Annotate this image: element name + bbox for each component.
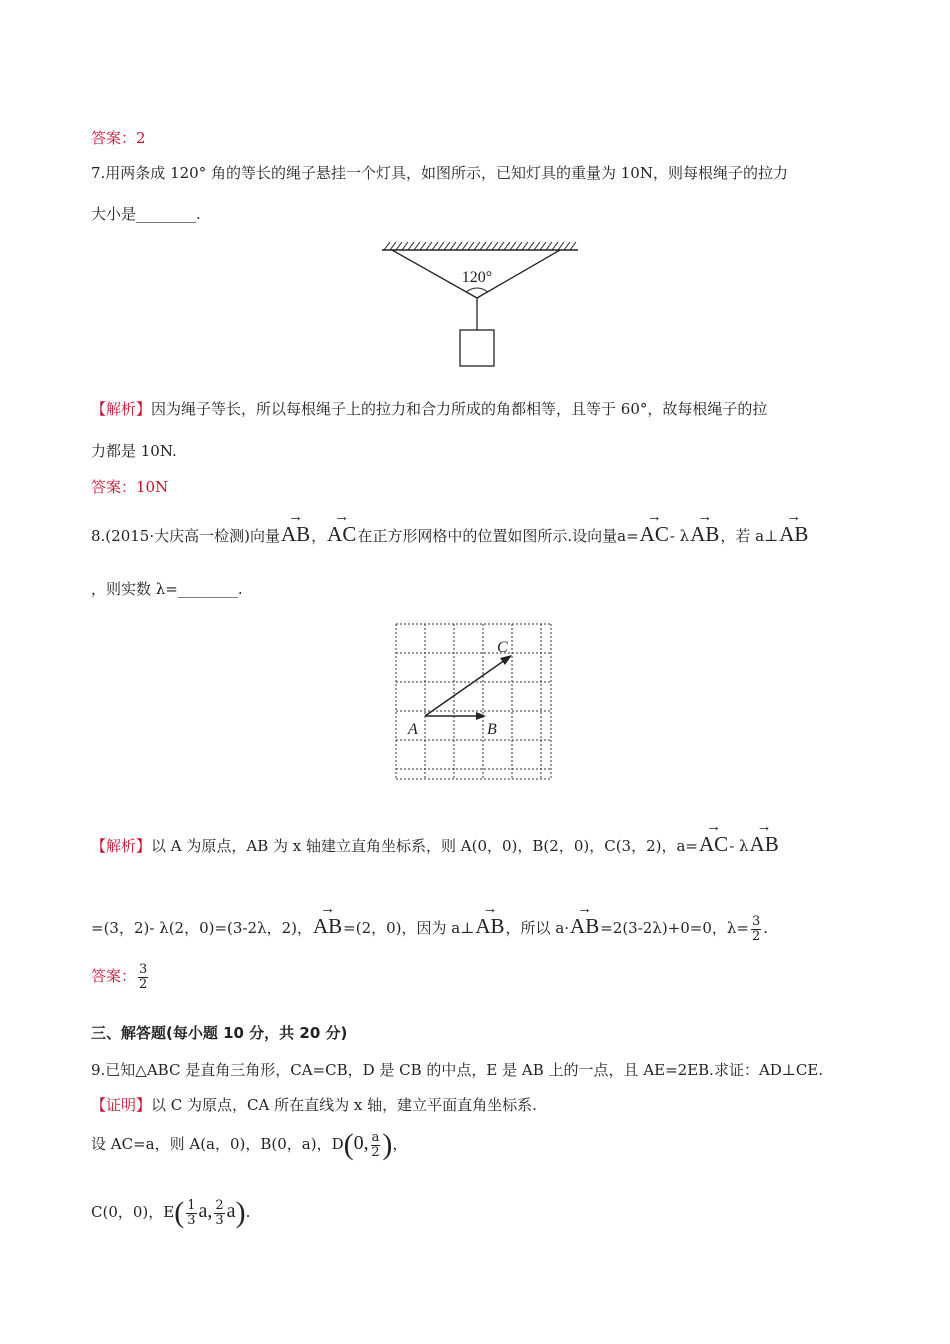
point-c-label: C: [497, 639, 508, 656]
proof-text: 以 C 为原点，CA 所在直线为 x 轴，建立平面直角坐标系.: [151, 1096, 537, 1114]
q9-line-set: 设 AC=a，则 A(a，0)，B(0，a)，D(0, $\frac{a}{2}$ )，: [91, 1128, 408, 1161]
a-eq: a=: [676, 837, 698, 855]
analysis-tag: 【解析】: [91, 400, 152, 418]
e-a2: a: [226, 1200, 236, 1222]
q9-line-c: C(0，0)，E( $\frac{1}{3}$ a, $\frac{2}{3}$ a).: [91, 1196, 251, 1229]
vector-ac: → AC: [699, 819, 729, 856]
analysis-l2d: =2(3-2λ)+0=0，λ=: [600, 919, 749, 937]
vector-ab: → AB: [312, 901, 343, 938]
vector-ac-arrow: [425, 660, 505, 716]
point-b-label: B: [487, 721, 497, 738]
analysis-l2b: =(2，0)，因为 a⊥: [343, 919, 475, 937]
proof-tag: 【证明】: [91, 1096, 152, 1114]
q7-line2: 大小是________.: [91, 205, 201, 223]
vector-ab: → AB: [690, 509, 720, 546]
answer-label: 答案：: [91, 967, 137, 986]
q7-answer: [91, 476, 168, 497]
q8-prefix: 8.(2015·大庆高一检测)向量: [91, 527, 280, 545]
answer-value: 2: [136, 129, 146, 147]
d-tail: ，: [392, 1135, 408, 1153]
analysis-l2a: =(3，2)- λ(2，0)=(3-2λ，2)，: [91, 919, 312, 937]
vector-ab: → AB: [749, 819, 779, 856]
q8-analysis-line1: [91, 819, 780, 856]
period: .: [763, 919, 769, 937]
analysis-text: 因为绳子等长，所以每根绳子上的拉力和合力所成的角都相等，且等于 60°，故每根绳子的拉: [151, 400, 768, 418]
analysis-text: 以 A 为原点，AB 为 x 轴建立直角坐标系，则 A(0，0)，B(2，0)，C(3，2)，: [151, 837, 677, 855]
q7-line1: 7.用两条成 120° 角的等长的绳子悬挂一个灯具，如图所示，已知灯具的重量为 10N，则每根绳子的拉力: [91, 164, 788, 182]
e-fraction-2: $\frac{2}{3}$: [215, 1197, 224, 1228]
analysis-l2c: ，所以 a·: [505, 919, 570, 937]
q8-mid: 在正方形网格中的位置如图所示.设向量: [357, 527, 618, 545]
c-text: C(0，0)，E: [91, 1203, 175, 1221]
vector-ab: → AB: [280, 509, 311, 546]
answer-label: 答案：: [91, 129, 137, 147]
q9-proof-line1: [91, 1094, 537, 1115]
e-a1: a,: [198, 1200, 213, 1222]
vector-ac: → AC: [327, 509, 357, 546]
answer-fraction: $\frac{3}{2}$: [139, 962, 148, 992]
d-zero: 0,: [353, 1132, 369, 1154]
analysis-tag: 【解析】: [91, 837, 152, 855]
q8-answer: [91, 963, 150, 991]
minus-lambda: - λ: [729, 837, 749, 855]
grid-figure: [392, 620, 556, 784]
d-fraction: $\frac{a}{2}$: [371, 1129, 380, 1160]
q6-answer: [91, 127, 146, 148]
minus-lambda: - λ: [669, 527, 690, 545]
vector-ab: → AB: [570, 901, 600, 938]
e-tail: .: [245, 1203, 251, 1221]
point-a-label: A: [408, 721, 418, 738]
vector-ab: → AB: [475, 901, 505, 938]
section-title: 三、解答题(每小题 10 分，共 20 分): [91, 1024, 348, 1042]
vector-ab: → AB: [779, 509, 809, 546]
q8-line2: ，则实数 λ=________.: [91, 580, 243, 598]
set-text: 设 AC=a，则 A(a，0)，B(0，a)，D: [91, 1135, 344, 1153]
e-fraction-1: $\frac{1}{3}$: [187, 1197, 196, 1228]
vector-ac: → AC: [639, 509, 669, 546]
lamp-figure: [380, 238, 580, 370]
comma: ，: [311, 527, 327, 545]
if-text: ，若 a⊥: [720, 527, 779, 545]
q7-analysis-line1: [91, 398, 767, 419]
angle-label: 120°: [461, 269, 493, 286]
answer-value: 10N: [136, 478, 169, 496]
fraction: $\frac{3}{2}$: [752, 913, 761, 944]
q7-analysis-line2: 力都是 10N.: [91, 442, 177, 460]
q9-line1: 9.已知△ABC 是直角三角形，CA=CB，D 是 CB 的中点，E 是 AB 上的一点，且 AE=2EB.求证：AD⊥CE.: [91, 1061, 824, 1079]
a-eq: a=: [617, 527, 639, 545]
q8-line1: [91, 509, 809, 546]
answer-label: 答案：: [91, 478, 137, 496]
q8-analysis-line2: [91, 901, 769, 944]
